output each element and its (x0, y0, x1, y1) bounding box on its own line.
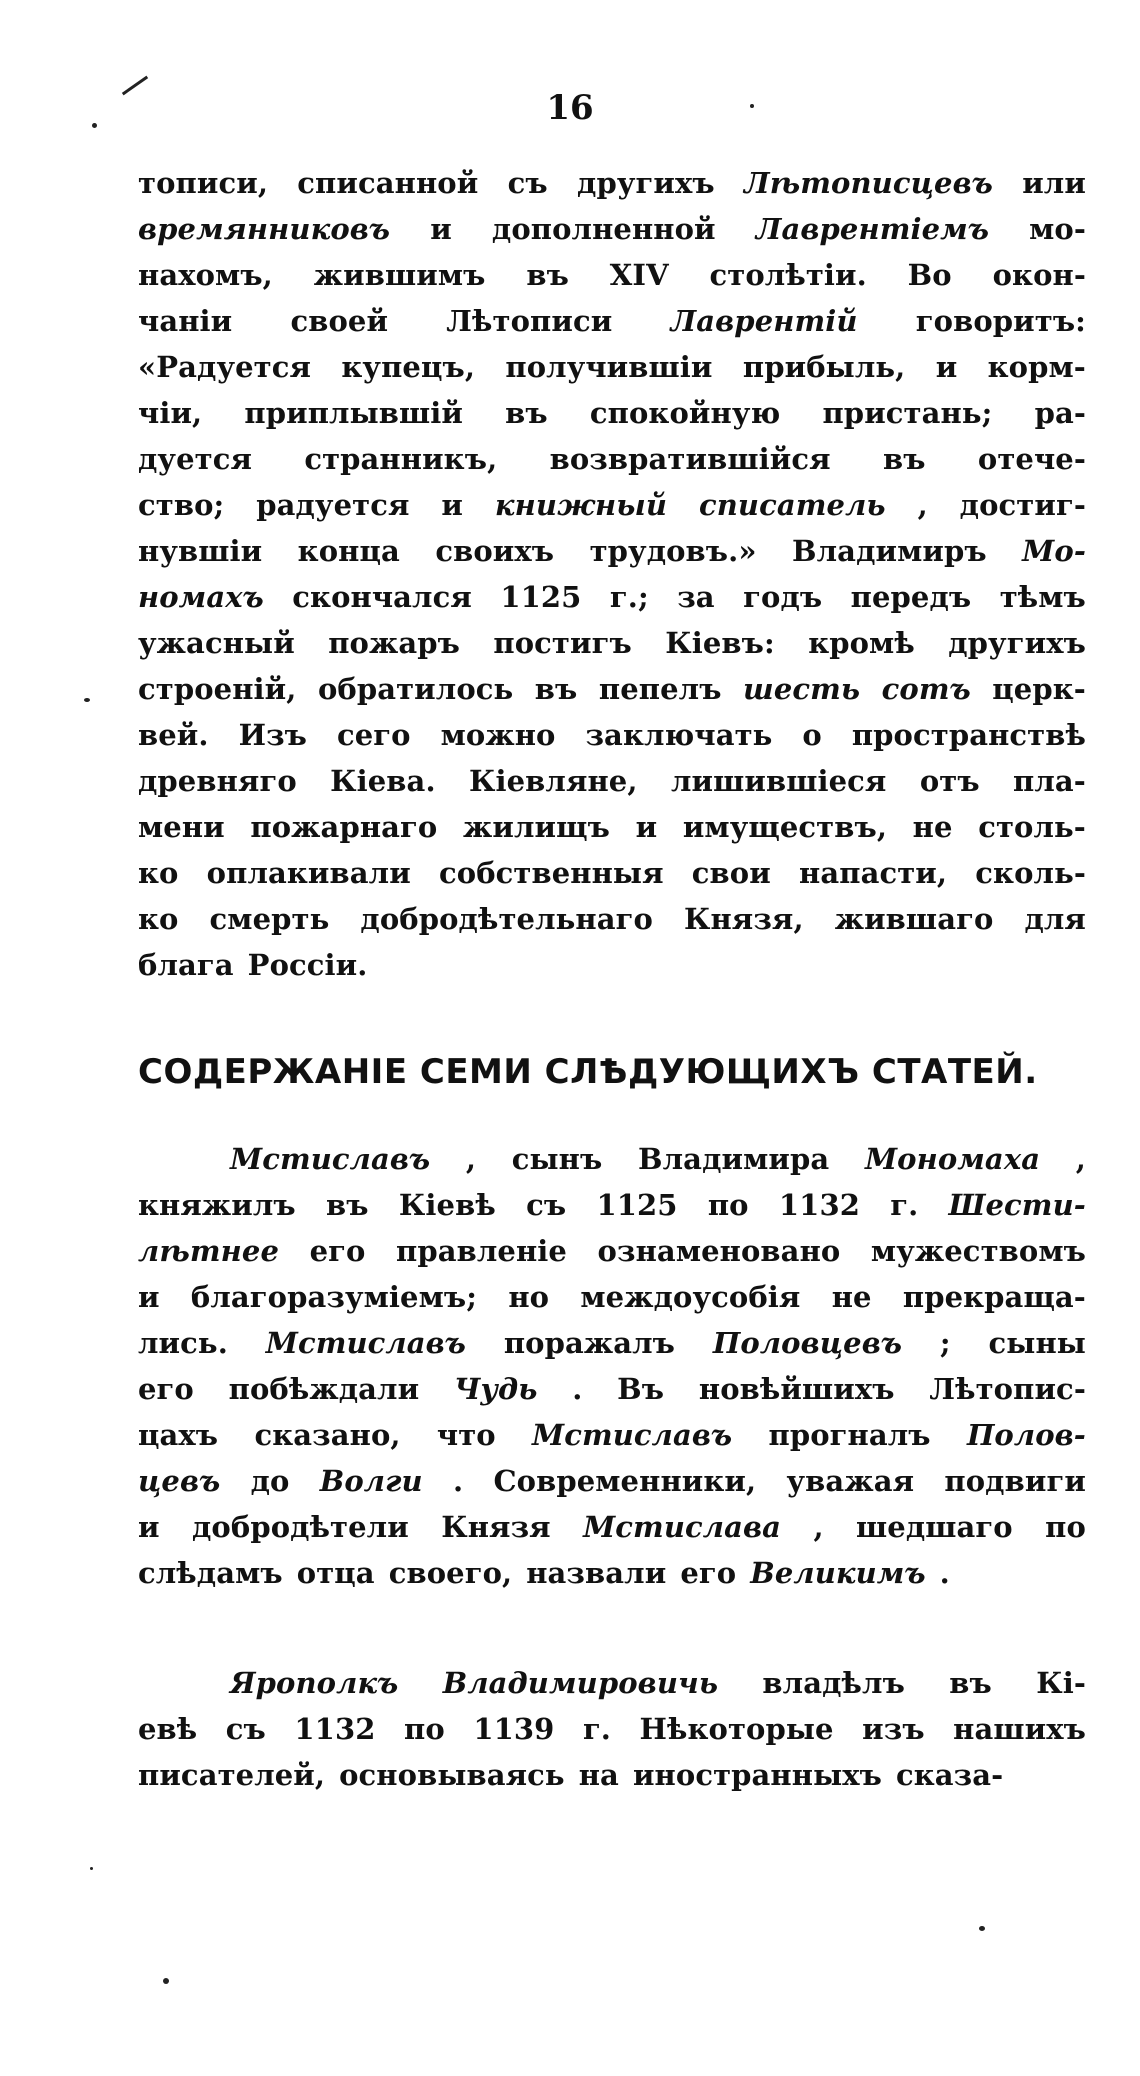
word: Владимира (638, 1142, 830, 1176)
word: купецъ, (341, 350, 476, 384)
word: XIV (609, 258, 669, 292)
word: корм- (987, 350, 1086, 384)
word: сыны (988, 1326, 1086, 1360)
word: мо- (1029, 212, 1086, 246)
word: что (436, 1418, 496, 1452)
italic-word: Ярополкъ (230, 1666, 399, 1700)
word: Во (907, 258, 952, 292)
word: Кіевъ: (665, 626, 775, 660)
text-line (138, 850, 1086, 896)
word: побѣждали (228, 1372, 420, 1406)
word: не (831, 1280, 872, 1314)
word: получившіи (505, 350, 713, 384)
word: отъ (919, 764, 980, 798)
word: его (680, 1556, 737, 1590)
word: сего (337, 718, 411, 752)
word: приплывшій (244, 396, 463, 430)
text-line (138, 160, 1086, 206)
word: пожарнаго (250, 810, 438, 844)
word: пепелъ (598, 672, 722, 706)
word: по (1045, 1510, 1086, 1544)
word: скончался (292, 580, 472, 614)
word: въ (882, 442, 926, 476)
italic-word: Мстислава (583, 1510, 782, 1544)
word: годъ (743, 580, 823, 614)
speck (84, 698, 90, 702)
word: по (404, 1712, 445, 1746)
word: въ (505, 396, 548, 430)
word: можно (440, 718, 556, 752)
section-heading-text: СОДЕРЖАНІЕ СЕМИ СЛѢДУЮЩИХЪ СТАТЕЙ. (138, 1052, 1038, 1092)
word: прекраща- (902, 1280, 1086, 1314)
text-line (138, 666, 1086, 712)
text-line (138, 482, 1086, 528)
word: лишившіеся (670, 764, 887, 798)
word: сказа- (895, 1758, 1004, 1792)
word: другихъ (948, 626, 1086, 660)
italic-word: времянниковъ (138, 212, 391, 246)
paragraph-chronicle (138, 160, 1086, 988)
text-line (138, 896, 1086, 942)
text-line (138, 1228, 1086, 1274)
word: цахъ (138, 1418, 219, 1452)
speck (90, 1867, 93, 1870)
text-line (138, 758, 1086, 804)
word: прибыль, (742, 350, 906, 384)
italic-word: номахъ (138, 580, 264, 614)
word: отече- (977, 442, 1086, 476)
word: жилищъ (462, 810, 610, 844)
word: и (935, 350, 958, 384)
italic-word: Мстиславъ (265, 1326, 466, 1360)
word: о (802, 718, 822, 752)
word: передъ (850, 580, 972, 614)
word: , (465, 1142, 477, 1176)
word: дуется (138, 442, 252, 476)
word: г.; (609, 580, 649, 614)
word: сказано, (254, 1418, 401, 1452)
word: Лѣтописи (446, 304, 613, 338)
word: церк- (992, 672, 1086, 706)
word: 1125 (500, 580, 582, 614)
word: , (917, 488, 928, 522)
word: столѣтіи. (709, 258, 867, 292)
word: ужасный (138, 626, 295, 660)
word: своей (290, 304, 389, 338)
word: нахомъ, (138, 258, 273, 292)
word: чіи, (138, 396, 203, 430)
text-line (138, 1660, 1086, 1706)
italic-word: лѣтнее (138, 1234, 279, 1268)
italic-word: Мономаха (864, 1142, 1041, 1176)
word: ознаменовано (597, 1234, 841, 1268)
word: пространствѣ (851, 718, 1086, 752)
word: въ (949, 1666, 992, 1700)
word: въ (526, 258, 569, 292)
word: евѣ (138, 1712, 198, 1746)
italic-word: Лѣтописцевъ (743, 166, 993, 200)
word: Лѣтопис- (929, 1372, 1086, 1406)
word: въ (326, 1188, 369, 1222)
italic-word: Волги (319, 1464, 423, 1498)
italic-word: книжный (494, 488, 668, 522)
word: столь- (978, 810, 1086, 844)
word: мени (138, 810, 225, 844)
text-line (138, 436, 1086, 482)
text-line (138, 344, 1086, 390)
word: и (138, 1510, 160, 1544)
italic-word: списатель (698, 488, 886, 522)
word: ; (939, 1326, 951, 1360)
word: лись. (138, 1326, 228, 1360)
word: или (1022, 166, 1086, 200)
word: не (912, 810, 953, 844)
word: 1139 (473, 1712, 555, 1746)
word: , (1075, 1142, 1086, 1176)
word: Нѣкоторые (639, 1712, 834, 1746)
word: ра- (1034, 396, 1086, 430)
paragraph-yaropolk (138, 1660, 1086, 1798)
word: правленіе (396, 1234, 567, 1268)
word: 1132 (778, 1188, 861, 1222)
word: Изъ (238, 718, 308, 752)
word: ство; (138, 488, 225, 522)
word: строеній, (138, 672, 297, 706)
italic-word: Мстиславъ (532, 1418, 733, 1452)
word: чаніи (138, 304, 233, 338)
word: съ (507, 166, 548, 200)
word: междоусобія (580, 1280, 801, 1314)
word: и (441, 488, 464, 522)
word: ко (138, 856, 179, 890)
speck (979, 1926, 985, 1931)
word: кромѣ (808, 626, 915, 660)
italic-word: Великимъ (750, 1556, 926, 1590)
word: . (939, 1556, 950, 1590)
italic-word: Мо- (1022, 534, 1086, 568)
word: вей. (138, 718, 209, 752)
italic-word: Лаврентій (670, 304, 858, 338)
word: «Радуется (138, 350, 312, 384)
text-line (138, 1412, 1086, 1458)
word: окон- (992, 258, 1086, 292)
word: Владимиръ (792, 534, 987, 568)
text-line (138, 804, 1086, 850)
word: своихъ (435, 534, 555, 568)
speck (750, 104, 754, 108)
text-line (138, 1458, 1086, 1504)
word: . (452, 1464, 464, 1498)
word: дополненной (491, 212, 716, 246)
word: блага (138, 948, 234, 982)
text-line (138, 1504, 1086, 1550)
word: добродѣтели (192, 1510, 409, 1544)
word: Россіи. (247, 948, 368, 982)
word: возвратившійся (549, 442, 831, 476)
word: Кіевѣ (398, 1188, 496, 1222)
speck (163, 1978, 169, 1984)
word: его (309, 1234, 366, 1268)
word: Князя (441, 1510, 551, 1544)
word: . (572, 1372, 583, 1406)
word: шедшаго (856, 1510, 1013, 1544)
word: постигъ (493, 626, 632, 660)
word: новѣйшихъ (698, 1372, 895, 1406)
word: своего, (388, 1556, 513, 1590)
text-line (138, 528, 1086, 574)
word: подвиги (944, 1464, 1086, 1498)
italic-word: Чудь (453, 1372, 538, 1406)
word: 1132 (294, 1712, 376, 1746)
word: тописи, (138, 166, 269, 200)
word: спокойную (589, 396, 781, 430)
word: основываясь (339, 1758, 565, 1792)
word: радуется (256, 488, 410, 522)
word: по (707, 1188, 749, 1222)
word: древняго (138, 764, 297, 798)
italic-word: Шести- (948, 1188, 1086, 1222)
word: свои (691, 856, 771, 890)
text-line (138, 298, 1086, 344)
word: и (635, 810, 658, 844)
word: пристань; (822, 396, 993, 430)
word: но (508, 1280, 550, 1314)
word: отца (296, 1556, 375, 1590)
word: до (250, 1464, 290, 1498)
word: , (813, 1510, 824, 1544)
word: другихъ (577, 166, 715, 200)
word: напасти, (799, 856, 948, 890)
word: списанной (297, 166, 479, 200)
text-line (138, 1136, 1086, 1182)
word: его (138, 1372, 194, 1406)
text-line (138, 1182, 1086, 1228)
word: смерть (209, 902, 330, 936)
word: г. (582, 1712, 612, 1746)
italic-word: шесть (743, 672, 861, 706)
italic-word: цевъ (138, 1464, 221, 1498)
italic-word: Полов- (966, 1418, 1086, 1452)
page-number: 16 (546, 88, 594, 128)
word: пожаръ (328, 626, 460, 660)
text-line (138, 1752, 1086, 1798)
word: мужествомъ (870, 1234, 1086, 1268)
word: изъ (862, 1712, 925, 1746)
word: на (578, 1758, 619, 1792)
word: нашихъ (953, 1712, 1086, 1746)
text-line (138, 206, 1086, 252)
text-line (138, 620, 1086, 666)
text-line (138, 574, 1086, 620)
word: Современники, (493, 1464, 757, 1498)
text-line (138, 1274, 1086, 1320)
word: для (1024, 902, 1086, 936)
text-line (138, 942, 1086, 988)
word: заключать (585, 718, 773, 752)
italic-word: Половцевъ (712, 1326, 903, 1360)
word: прогналъ (768, 1418, 931, 1452)
word: уважая (786, 1464, 915, 1498)
word: жившаго (834, 902, 994, 936)
word: владѣлъ (762, 1666, 905, 1700)
word: 1125 (596, 1188, 678, 1222)
word: достиг- (959, 488, 1086, 522)
word: назвали (526, 1556, 667, 1590)
text-line (138, 390, 1086, 436)
word: Въ (617, 1372, 665, 1406)
word: Князя, (683, 902, 804, 936)
word: пла- (1013, 764, 1086, 798)
word: сколь- (975, 856, 1086, 890)
word: Кіевляне, (469, 764, 638, 798)
word: и (430, 212, 452, 246)
word: жившимъ (313, 258, 486, 292)
word: нувшіи (138, 534, 263, 568)
word: обратилось (317, 672, 514, 706)
word: имуществъ, (682, 810, 888, 844)
speck (92, 123, 97, 128)
word: конца (297, 534, 400, 568)
text-line (138, 252, 1086, 298)
text-line (138, 1550, 1086, 1596)
text-line (138, 1320, 1086, 1366)
word: Кіева. (330, 764, 436, 798)
section-heading (138, 1052, 1086, 1092)
text-line (138, 1706, 1086, 1752)
italic-word: сотъ (881, 672, 971, 706)
word: собственныя (439, 856, 664, 890)
word: странникъ, (304, 442, 498, 476)
word: въ (534, 672, 578, 706)
word: Кі- (1036, 1666, 1086, 1700)
word: благоразуміемъ; (190, 1280, 478, 1314)
text-line (138, 1366, 1086, 1412)
word: говоритъ: (915, 304, 1086, 338)
word: ко (138, 902, 179, 936)
word: княжилъ (138, 1188, 296, 1222)
word: за (677, 580, 715, 614)
word: слѣдамъ (138, 1556, 283, 1590)
paragraph-mstislav (138, 1136, 1086, 1596)
word: г. (890, 1188, 919, 1222)
word: съ (526, 1188, 567, 1222)
word: тѣмъ (999, 580, 1086, 614)
italic-word: Лаврентіемъ (755, 212, 990, 246)
word: писателей, (138, 1758, 326, 1792)
word: съ (225, 1712, 266, 1746)
text-line (138, 712, 1086, 758)
word: добродѣтельнаго (360, 902, 653, 936)
word: оплакивали (206, 856, 411, 890)
word: поражалъ (503, 1326, 676, 1360)
italic-word: Мстиславъ (230, 1142, 431, 1176)
word: трудовъ.» (589, 534, 757, 568)
word: иностранныхъ (632, 1758, 882, 1792)
word: сынъ (511, 1142, 603, 1176)
italic-word: Владимировичь (442, 1666, 719, 1700)
word: и (138, 1280, 160, 1314)
